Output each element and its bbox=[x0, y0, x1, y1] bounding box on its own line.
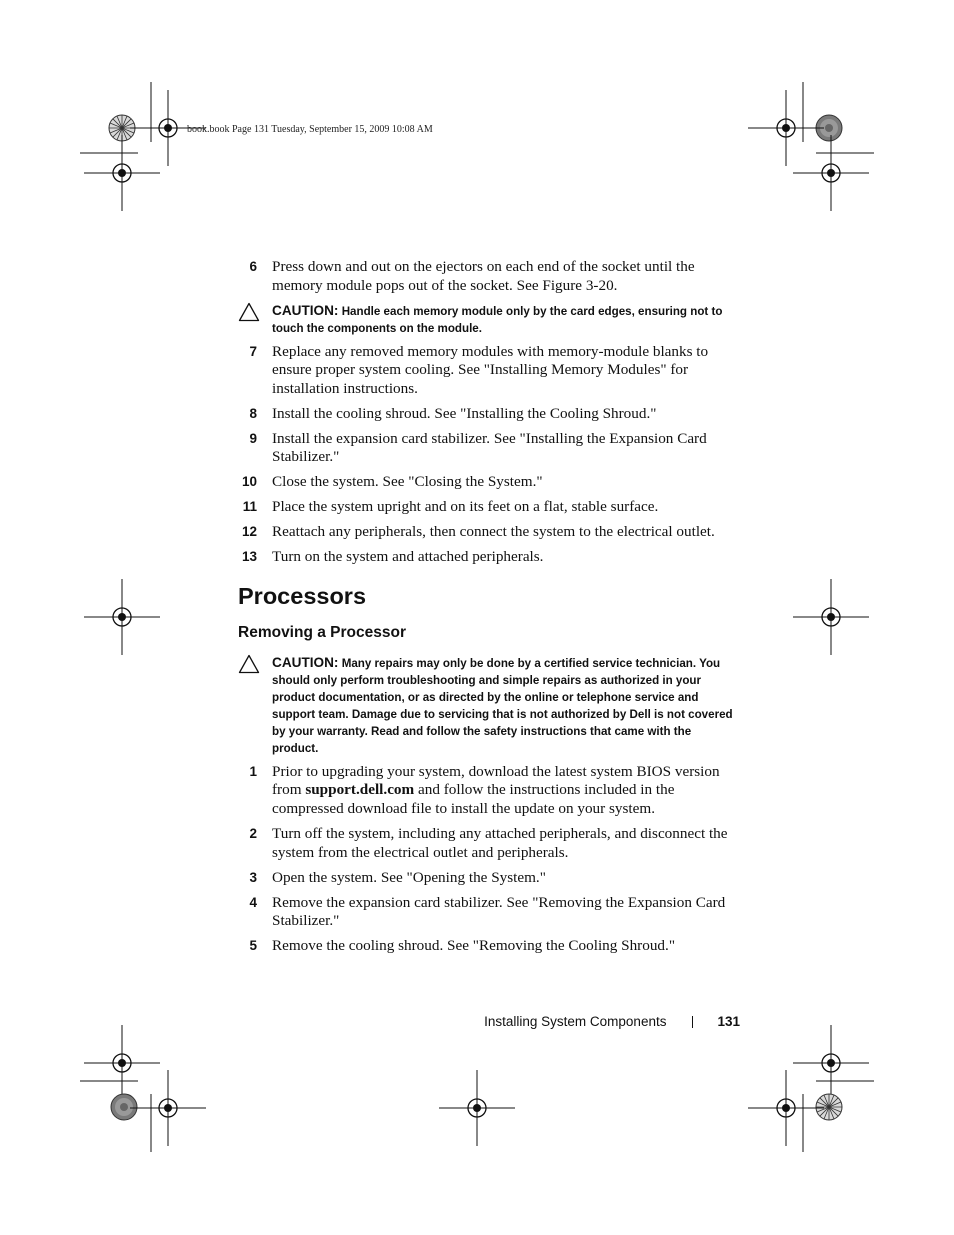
support-link[interactable]: support.dell.com bbox=[305, 781, 415, 799]
step-text: Install the expansion card stabilizer. See "Installing the Expansion Card Stabilizer." bbox=[272, 429, 707, 466]
step-number: 4 bbox=[249, 894, 257, 910]
step-text: Prior to upgrading your system, download the latest system BIOS version from bbox=[272, 762, 720, 799]
step-11 bbox=[238, 498, 738, 517]
caution-icon bbox=[238, 302, 260, 322]
step-text: Open the system. See "Opening the System." bbox=[272, 868, 546, 886]
step-text: Remove the cooling shroud. See "Removing the Cooling Shroud." bbox=[272, 937, 676, 955]
step-12 bbox=[238, 523, 738, 542]
step-text: Turn off the system, including any attached peripherals, and disconnect the system from the electrical outlet and peripherals. bbox=[272, 825, 728, 861]
step-3 bbox=[238, 869, 738, 888]
footer-section-name: Installing System Components bbox=[484, 1014, 667, 1029]
step-number: 11 bbox=[242, 499, 257, 515]
step-number: 8 bbox=[249, 405, 257, 421]
page-content bbox=[238, 258, 738, 962]
print-slug: book.book Page 131 Tuesday, September 15, 2009 10:08 AM bbox=[187, 124, 433, 135]
caution-memory-handling bbox=[238, 302, 738, 337]
step-10 bbox=[238, 473, 738, 492]
caution-icon bbox=[238, 654, 260, 674]
step-number: 7 bbox=[249, 343, 257, 359]
step-6 bbox=[238, 258, 738, 295]
step-number: 3 bbox=[249, 869, 257, 885]
step-8 bbox=[238, 405, 738, 424]
step-number: 10 bbox=[241, 474, 257, 490]
step-number: 1 bbox=[249, 763, 257, 779]
page-footer bbox=[484, 1014, 740, 1029]
caution-label: CAUTION: bbox=[272, 302, 339, 318]
step-2 bbox=[238, 825, 738, 862]
step-number: 6 bbox=[249, 259, 257, 274]
step-number: 12 bbox=[241, 524, 257, 540]
step-4 bbox=[238, 894, 738, 931]
step-text: Turn on the system and attached peripherals. bbox=[272, 548, 544, 566]
page-number: 131 bbox=[717, 1014, 740, 1029]
step-text: and follow the instructions included in the compressed download file to install the update on your system. bbox=[272, 781, 675, 818]
step-number: 13 bbox=[241, 549, 257, 565]
step-text: Close the system. See "Closing the System." bbox=[272, 473, 543, 491]
section-title: Processors bbox=[238, 582, 367, 609]
subsection-title: Removing a Processor bbox=[238, 623, 406, 641]
caution-label: CAUTION: bbox=[272, 654, 339, 670]
step-text: Press down and out on the ejectors on each end of the socket until the memory module pops out of the socket. See Figure 3-20. bbox=[272, 258, 695, 294]
caution-service-technician bbox=[238, 654, 738, 757]
step-5 bbox=[238, 937, 738, 956]
step-number: 5 bbox=[249, 938, 257, 954]
step-text: Reattach any peripherals, then connect the system to the electrical outlet. bbox=[272, 523, 715, 541]
step-number: 2 bbox=[249, 826, 257, 842]
step-text: Place the system upright and on its feet on a flat, stable surface. bbox=[272, 498, 659, 516]
caution-text: Many repairs may only be done by a certified service technician. You should only perform troubleshooting and simple repairs as authorized in your product documentation, or as directed by the online or telephone service and support team. Damage due to servicing that is not authorized by Dell is not covered by your warranty. Read and follow the safety instructions that came with the product. bbox=[272, 656, 733, 755]
step-9 bbox=[238, 430, 738, 467]
step-text: Replace any removed memory modules with memory-module blanks to ensure proper system cooling. See "Installing Memory Modules" for installation instructions. bbox=[272, 342, 709, 397]
step-number: 9 bbox=[249, 430, 257, 446]
step-text: Install the cooling shroud. See "Installing the Cooling Shroud." bbox=[272, 404, 657, 422]
step-text: Remove the expansion card stabilizer. See "Removing the Expansion Card Stabilizer." bbox=[272, 893, 726, 930]
footer-divider bbox=[692, 1016, 693, 1028]
step-7 bbox=[238, 343, 738, 399]
step-1 bbox=[238, 763, 738, 819]
step-13 bbox=[238, 548, 738, 567]
caution-text: Handle each memory module only by the card edges, ensuring not to touch the components on the module. bbox=[272, 304, 723, 335]
